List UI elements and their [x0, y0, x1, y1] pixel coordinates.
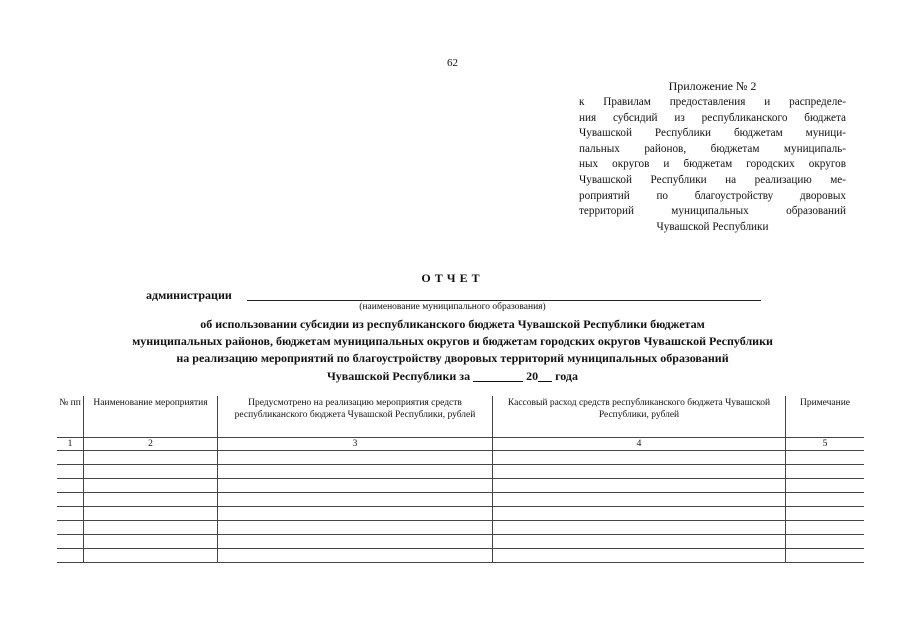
table-header-row: [57, 396, 864, 438]
table-cell[interactable]: [57, 549, 84, 563]
table-row: [57, 465, 864, 479]
table-cell[interactable]: [493, 507, 786, 521]
table-row: [57, 535, 864, 549]
table-cell[interactable]: [218, 493, 493, 507]
report-title: ОТЧЕТ: [421, 271, 484, 285]
table-row: [57, 479, 864, 493]
appendix-last-line: Чувашской Республики: [656, 220, 769, 233]
table-cell[interactable]: [493, 451, 786, 465]
appendix-block: [579, 78, 846, 235]
appendix-line: Чувашской Республики на реализацию ме-: [579, 173, 846, 186]
report-table: [57, 396, 864, 563]
table-row: [57, 493, 864, 507]
period-year: 20: [526, 368, 539, 383]
subtitle-line: об использовании субсидии из республиканского бюджета Чувашской Республики бюджетам: [200, 317, 705, 331]
table-row: [57, 451, 864, 465]
table-cell[interactable]: [493, 465, 786, 479]
column-number: 2: [84, 438, 218, 451]
table-cell[interactable]: [218, 549, 493, 563]
table-cell[interactable]: [218, 507, 493, 521]
table-cell[interactable]: [84, 493, 218, 507]
table-cell[interactable]: [218, 521, 493, 535]
subtitle-line: муниципальных районов, бюджетам муниципальных округов и бюджетам городских округов Чувашской Республики: [132, 334, 773, 349]
table-cell[interactable]: [84, 507, 218, 521]
column-header-planned: Предусмотрено на реализацию мероприятия средств республиканского бюджета Чувашской Республики, рублей: [218, 396, 493, 438]
table-cell[interactable]: [57, 465, 84, 479]
period-blank-field[interactable]: [473, 369, 523, 382]
column-number: 5: [786, 438, 865, 451]
table-cell[interactable]: [57, 507, 84, 521]
table-cell[interactable]: [786, 549, 865, 563]
table-cell[interactable]: [493, 549, 786, 563]
appendix-line: роприятий по благоустройству дворовых: [579, 189, 846, 202]
table-cell[interactable]: [786, 451, 865, 465]
table-row: [57, 521, 864, 535]
table-cell[interactable]: [84, 465, 218, 479]
table-cell[interactable]: [57, 451, 84, 465]
table-cell[interactable]: [57, 479, 84, 493]
period-prefix: Чувашской Республики за: [326, 368, 471, 383]
column-header-expense: Кассовый расход средств республиканского бюджета Чувашской Республики, рублей: [493, 396, 786, 438]
table-cell[interactable]: [84, 549, 218, 563]
appendix-line: ния субсидий из республиканского бюджета: [579, 111, 846, 124]
column-header-name: Наименование мероприятия: [84, 396, 218, 438]
table-cell[interactable]: [218, 451, 493, 465]
table-cell[interactable]: [57, 535, 84, 549]
appendix-line: территорий муниципальных образований: [579, 205, 846, 218]
appendix-line: ных округов и бюджетам городских округов: [579, 158, 846, 171]
table-cell[interactable]: [786, 493, 865, 507]
table-cell[interactable]: [84, 479, 218, 493]
municipality-caption: (наименование муниципального образования): [359, 302, 546, 312]
column-header-number: № пп: [57, 396, 84, 438]
subtitle-period-line: [40, 368, 865, 385]
table-cell[interactable]: [493, 493, 786, 507]
appendix-line: Чувашской Республики бюджетам муници-: [579, 127, 846, 140]
column-number: 1: [57, 438, 84, 451]
table-cell[interactable]: [84, 451, 218, 465]
report-subtitle: [40, 316, 865, 385]
subtitle-line: на реализацию мероприятий по благоустройству дворовых территорий муниципальных образований: [176, 351, 729, 366]
table-cell[interactable]: [218, 465, 493, 479]
table-row: [57, 549, 864, 563]
table-cell[interactable]: [786, 479, 865, 493]
table-cell[interactable]: [493, 535, 786, 549]
table-cell[interactable]: [84, 535, 218, 549]
page-number: 62: [447, 57, 458, 69]
table-cell[interactable]: [786, 507, 865, 521]
table-row: [57, 507, 864, 521]
table-cell[interactable]: [84, 521, 218, 535]
table-cell[interactable]: [786, 535, 865, 549]
appendix-line: к Правилам предоставления и распределе-: [579, 96, 846, 108]
table-cell[interactable]: [218, 479, 493, 493]
column-number-row: [57, 438, 864, 451]
column-header-note: Примечание: [786, 396, 865, 438]
appendix-title: Приложение № 2: [668, 79, 757, 93]
appendix-line: пальных районов, бюджетам муниципаль-: [579, 142, 846, 155]
table-cell[interactable]: [493, 521, 786, 535]
admin-label: администрации: [146, 288, 232, 302]
table-cell[interactable]: [218, 535, 493, 549]
municipality-name-field[interactable]: [247, 300, 761, 301]
column-number: 3: [218, 438, 493, 451]
table-cell[interactable]: [786, 465, 865, 479]
column-number: 4: [493, 438, 786, 451]
table-cell[interactable]: [57, 493, 84, 507]
table-cell[interactable]: [786, 521, 865, 535]
year-blank-field[interactable]: [538, 369, 552, 382]
table-cell[interactable]: [57, 521, 84, 535]
period-suffix: года: [555, 368, 578, 383]
table-cell[interactable]: [493, 479, 786, 493]
